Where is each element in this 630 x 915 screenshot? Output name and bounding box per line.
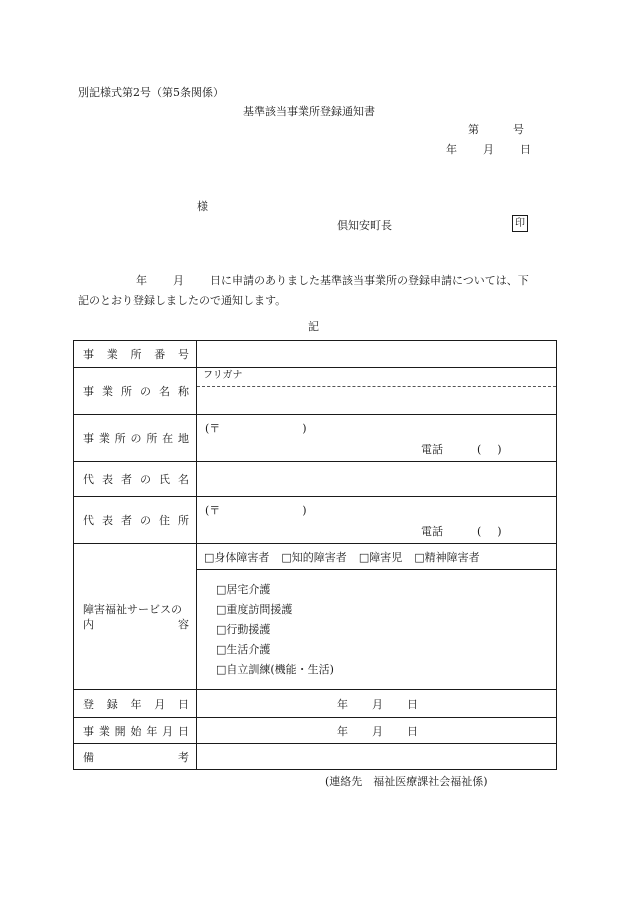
label-char: 称 [178, 385, 189, 398]
label-char: 所 [178, 514, 189, 527]
label-char: 日 [177, 724, 189, 738]
label-char: の [130, 432, 142, 445]
label-char: 者 [121, 473, 132, 486]
rep-phone [421, 523, 502, 539]
number-prefix: 第 [468, 123, 479, 136]
tel-open: ( [477, 443, 482, 456]
service-label-line2b: 容 [178, 617, 189, 631]
registration-table [73, 340, 557, 770]
row-start-date [74, 718, 557, 744]
start-year: 年 [337, 724, 348, 738]
tel-label: 電話 [421, 443, 443, 456]
rep-name-label [74, 471, 196, 487]
label-char: 所 [121, 385, 132, 398]
services-list [197, 580, 556, 680]
label-char: 所 [114, 432, 126, 445]
label-char: 日 [178, 697, 189, 711]
label-char: 者 [121, 514, 132, 527]
addressee-suffix: 様 [197, 200, 208, 213]
disability-type-checkbox[interactable]: □知的障害者 [281, 550, 347, 564]
label-char: 登 [83, 697, 94, 711]
label-char: 年 [146, 724, 158, 738]
label-char: 開 [114, 724, 126, 738]
office-address-label-cell [74, 415, 197, 462]
label-char: 録 [106, 697, 118, 711]
rep-address-label [74, 512, 196, 528]
office-address-value[interactable] [197, 415, 557, 462]
issue-date-line [446, 141, 531, 157]
rep-name-label-cell [74, 462, 197, 497]
row-disability-types [74, 544, 557, 570]
contact-info: (連絡先 福祉医療課社会福祉係) [325, 775, 488, 788]
sender-name: 倶知安町長 [337, 219, 392, 232]
office-name-label-cell [74, 368, 197, 415]
label-char: 代 [83, 514, 94, 527]
label-char: 事 [83, 348, 94, 361]
service-label [74, 602, 196, 632]
notice-month: 月 [173, 274, 184, 287]
postal-open: (〒 [205, 422, 221, 435]
label-char: 氏 [159, 473, 170, 486]
start-month: 月 [372, 724, 383, 738]
tel-close: ) [497, 525, 502, 538]
row-office-address [74, 415, 557, 462]
tel-close: ) [497, 443, 502, 456]
row-registration-date [74, 690, 557, 718]
label-char: 事 [83, 432, 94, 445]
start-date-label-cell [74, 718, 197, 744]
start-date-value[interactable] [197, 718, 557, 744]
notice-line-2: 記のとおり登録しましたので通知します。 [78, 294, 287, 307]
disability-types [197, 549, 556, 565]
service-checkbox[interactable]: □自立訓練(機能・生活) [216, 662, 334, 676]
service-checkbox[interactable]: □重度訪問援護 [216, 602, 293, 616]
tel-open: ( [477, 525, 482, 538]
office-number-label-cell [74, 341, 197, 368]
disability-type-checkbox[interactable]: □障害児 [358, 550, 403, 564]
label-char: 所 [146, 432, 158, 445]
service-checkbox[interactable]: □行動援護 [216, 622, 271, 636]
row-office-number [74, 341, 557, 368]
form-number: 別記様式第2号（第5条関係） [78, 86, 224, 99]
label-char: 所 [130, 348, 142, 361]
label-char: 名 [159, 385, 170, 398]
remarks-value[interactable] [197, 744, 557, 770]
label-char: 業 [98, 724, 110, 738]
postal-close: ) [302, 504, 307, 517]
reg-year: 年 [337, 697, 348, 711]
remarks-label-b: 考 [178, 750, 189, 764]
rep-postal-code [205, 502, 307, 518]
disability-types-cell [197, 544, 557, 570]
rep-address-value[interactable] [197, 497, 557, 544]
notice-line-1-text: 日に申請のありました基準該当事業所の登録申請については、下 [210, 274, 529, 287]
reg-month: 月 [372, 697, 383, 711]
document-title: 基準該当事業所登録通知書 [243, 105, 375, 118]
office-address-label [74, 430, 196, 446]
service-label-cell [74, 544, 197, 690]
service-label-line2a: 内 [83, 617, 94, 631]
label-char: 業 [102, 385, 113, 398]
furigana-label: フリガナ [197, 368, 556, 387]
tel-label: 電話 [421, 525, 443, 538]
disability-type-checkbox[interactable]: □精神障害者 [414, 550, 480, 564]
label-char: の [140, 473, 151, 486]
remarks-label-a: 備 [83, 750, 94, 764]
row-rep-address [74, 497, 557, 544]
label-char: 表 [102, 473, 113, 486]
reg-day: 日 [407, 697, 418, 711]
label-char: 号 [178, 348, 189, 361]
issue-day: 日 [520, 143, 531, 156]
notice-body [78, 271, 550, 311]
label-char: 代 [83, 473, 94, 486]
office-number-value[interactable] [197, 341, 557, 368]
label-char: の [140, 385, 151, 398]
label-char: の [140, 514, 151, 527]
postal-open: (〒 [205, 504, 221, 517]
label-char: 在 [162, 432, 174, 445]
document-number-line [468, 121, 524, 137]
label-char: 番 [154, 348, 166, 361]
office-name-field[interactable] [197, 387, 556, 414]
disability-type-checkbox[interactable]: □身体障害者 [204, 550, 270, 564]
service-label-line1: 障害福祉サービスの [83, 602, 182, 616]
label-char: 表 [102, 514, 113, 527]
label-char: 月 [154, 697, 166, 711]
notice-year: 年 [136, 274, 147, 287]
row-office-name [74, 368, 557, 415]
notice-line-1 [78, 271, 550, 291]
label-char: 年 [130, 697, 142, 711]
number-suffix: 号 [513, 123, 524, 136]
seal-mark: 印 [512, 215, 528, 232]
start-date-label [74, 723, 196, 739]
row-rep-name [74, 462, 557, 497]
registration-date-value[interactable] [197, 690, 557, 718]
label-char: 月 [162, 724, 174, 738]
service-checkbox[interactable]: □居宅介護 [216, 582, 271, 596]
issue-month: 月 [483, 143, 494, 156]
label-char: 住 [159, 514, 170, 527]
ki-heading: 記 [308, 320, 319, 333]
label-char: 事 [83, 385, 94, 398]
label-char: 業 [98, 432, 110, 445]
services-cell [197, 570, 557, 690]
label-char: 始 [130, 724, 142, 738]
service-checkbox[interactable]: □生活介護 [216, 642, 271, 656]
registration-date-label-cell [74, 690, 197, 718]
remarks-label [74, 749, 196, 765]
remarks-label-cell [74, 744, 197, 770]
issue-year: 年 [446, 143, 457, 156]
office-name-value[interactable] [197, 368, 557, 415]
label-char: 名 [178, 473, 189, 486]
label-char: 地 [177, 432, 189, 445]
row-remarks [74, 744, 557, 770]
start-day: 日 [407, 724, 418, 738]
office-number-label [74, 346, 196, 362]
label-char: 業 [106, 348, 118, 361]
postal-close: ) [302, 422, 307, 435]
office-name-label [74, 383, 196, 399]
label-char: 事 [83, 724, 94, 738]
office-postal-code [205, 420, 307, 436]
office-phone [421, 441, 502, 457]
registration-date-label [74, 696, 196, 712]
rep-address-label-cell [74, 497, 197, 544]
rep-name-value[interactable] [197, 462, 557, 497]
